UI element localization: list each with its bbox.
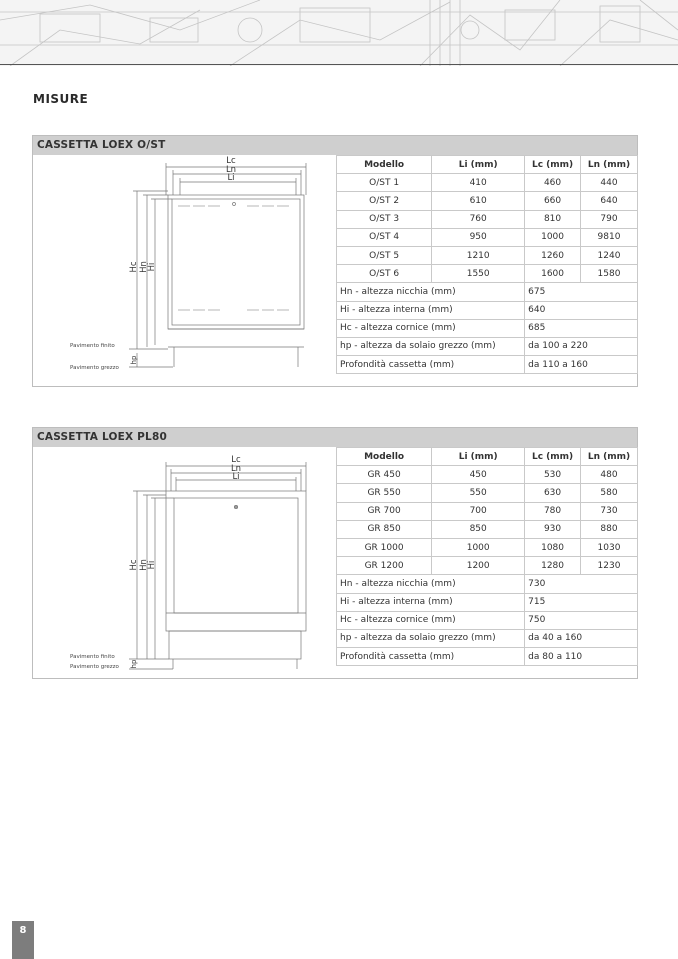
header-model: Modello bbox=[337, 156, 432, 174]
table-header-row bbox=[337, 448, 638, 466]
cassetta-pl80-table bbox=[336, 447, 638, 666]
hi-label: Hi bbox=[147, 262, 157, 272]
cassetta-pl80-panel bbox=[32, 427, 638, 679]
hc-label: Hc bbox=[129, 261, 139, 273]
architectural-banner bbox=[0, 0, 678, 66]
table-row: GR 1000 1000 1080 1030 bbox=[337, 538, 638, 556]
cassetta-ost-diagram bbox=[33, 155, 336, 386]
ln-label: Ln bbox=[225, 165, 237, 175]
table-row: GR 450 450 530 480 bbox=[337, 466, 638, 484]
header-li: Li (mm) bbox=[432, 156, 525, 174]
property-row: Hn - altezza nicchia (mm) 730 bbox=[337, 575, 638, 593]
cassetta-ost-table bbox=[336, 155, 638, 374]
table-header-row bbox=[337, 156, 638, 174]
table-row: GR 850 850 930 880 bbox=[337, 520, 638, 538]
property-row: Hc - altezza cornice (mm) 750 bbox=[337, 611, 638, 629]
rough-floor-label: Pavimento grezzo bbox=[70, 365, 119, 371]
property-row: hp - altezza da solaio grezzo (mm) da 100 a 220 bbox=[337, 337, 638, 355]
rough-floor-label: Pavimento grezzo bbox=[70, 664, 119, 670]
header-lc: Lc (mm) bbox=[525, 448, 581, 466]
table-row: O/ST 3 760 810 790 bbox=[337, 210, 638, 228]
lc-label: Lc bbox=[231, 455, 241, 465]
table-row: O/ST 5 1210 1260 1240 bbox=[337, 246, 638, 264]
header-li: Li (mm) bbox=[432, 448, 525, 466]
hn-label: Hn bbox=[139, 559, 149, 571]
finished-floor-label: Pavimento finito bbox=[70, 654, 115, 660]
cassetta-ost-panel bbox=[32, 135, 638, 387]
table-row: O/ST 2 610 660 640 bbox=[337, 192, 638, 210]
table-row: GR 700 700 780 730 bbox=[337, 502, 638, 520]
li-label: Li bbox=[232, 472, 240, 482]
ln-label: Ln bbox=[230, 464, 242, 474]
property-row: hp - altezza da solaio grezzo (mm) da 40 a 160 bbox=[337, 629, 638, 647]
section-title: MISURE bbox=[33, 92, 89, 106]
header-lc: Lc (mm) bbox=[525, 156, 581, 174]
hc-label: Hc bbox=[129, 559, 139, 571]
panel-title: CASSETTA LOEX O/ST bbox=[33, 136, 637, 155]
property-row: Profondità cassetta (mm) da 110 a 160 bbox=[337, 356, 638, 374]
table-row: O/ST 1 410 460 440 bbox=[337, 174, 638, 192]
table-row: GR 1200 1200 1280 1230 bbox=[337, 557, 638, 575]
property-row: Profondità cassetta (mm) da 80 a 110 bbox=[337, 648, 638, 666]
hn-label: Hn bbox=[139, 261, 149, 273]
table-row: O/ST 4 950 1000 9810 bbox=[337, 228, 638, 246]
property-row: Hn - altezza nicchia (mm) 675 bbox=[337, 283, 638, 301]
page-number: 8 bbox=[12, 921, 34, 959]
property-row: Hi - altezza interna (mm) 715 bbox=[337, 593, 638, 611]
blueprint-background-image bbox=[0, 0, 678, 66]
table-row: GR 550 550 630 580 bbox=[337, 484, 638, 502]
li-label: Li bbox=[227, 173, 235, 183]
finished-floor-label: Pavimento finito bbox=[70, 343, 115, 349]
lc-label: Lc bbox=[226, 156, 236, 166]
cassetta-pl80-diagram bbox=[33, 447, 336, 678]
property-row: Hc - altezza cornice (mm) 685 bbox=[337, 319, 638, 337]
table-row: O/ST 6 1550 1600 1580 bbox=[337, 265, 638, 283]
header-ln: Ln (mm) bbox=[580, 156, 637, 174]
header-model: Modello bbox=[337, 448, 432, 466]
banner-divider bbox=[0, 64, 678, 65]
property-row: Hi - altezza interna (mm) 640 bbox=[337, 301, 638, 319]
hi-label: Hi bbox=[147, 560, 157, 570]
hp-label: hp bbox=[130, 355, 138, 365]
hp-label: hp bbox=[130, 659, 138, 669]
header-ln: Ln (mm) bbox=[580, 448, 637, 466]
panel-title: CASSETTA LOEX PL80 bbox=[33, 428, 637, 447]
